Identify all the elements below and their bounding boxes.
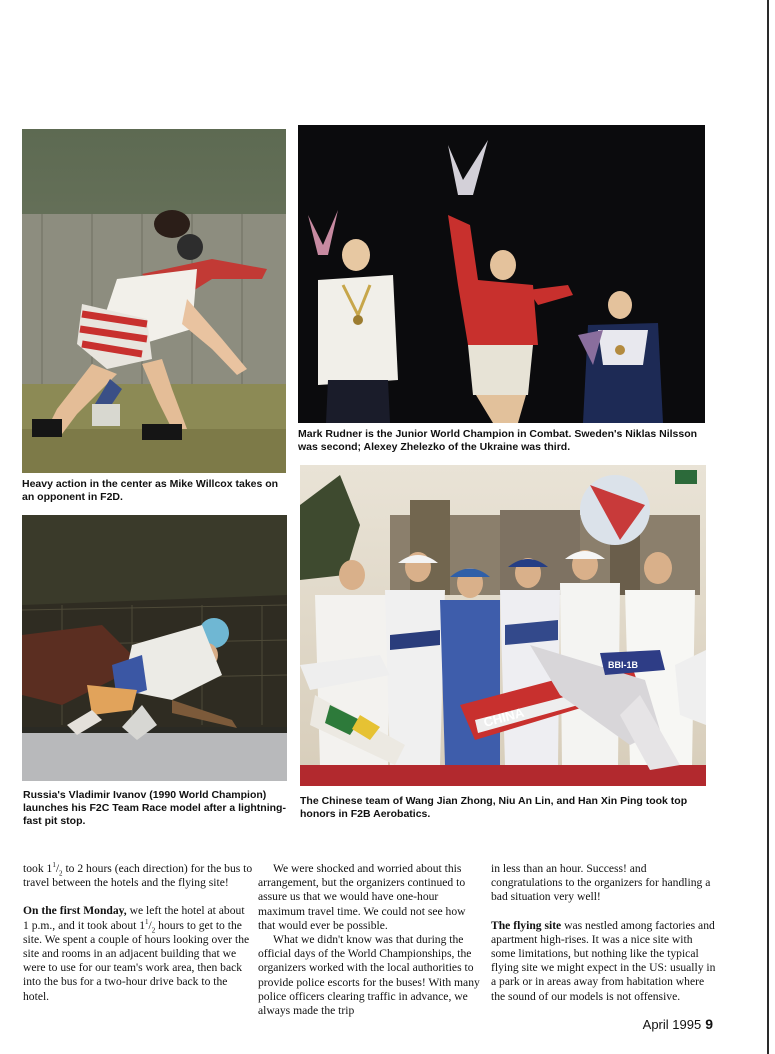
col1-paragraph-1: took $1^1/_2$ to 2 hours (each direction) for the bus to travel between the hotels and the flying site! bbox=[23, 861, 253, 890]
plane-code-text: BBI-1B bbox=[608, 660, 639, 670]
photo-junior-podium bbox=[298, 125, 705, 423]
photo-chinese-team bbox=[300, 465, 706, 786]
article-column-1 bbox=[23, 862, 253, 1004]
caption-junior-podium: Mark Rudner is the Junior World Champion in Combat. Sweden's Niklas Nilsson was second; Alexey Zhelezko of the Ukraine was third. bbox=[298, 428, 698, 453]
photo-combat-f2d bbox=[22, 129, 286, 473]
issue-date: April 1995 bbox=[642, 1017, 702, 1032]
plane-china-text: CHINA bbox=[481, 704, 526, 730]
caption-combat-f2d: Heavy action in the center as Mike Willcox takes on an opponent in F2D. bbox=[22, 478, 279, 503]
col2-paragraph-1: We were shocked and worried about this arrangement, but the organizers continued to assure us that we would have one-hour maximum travel time. We could not see how that would ever be possible. bbox=[258, 862, 466, 932]
col2-paragraph-2: What we didn't know was that during the official days of the World Championships, the organizers worked with the local authorities to provide police escorts for the buses! With many police officers clearing traffic in advance, we always made the trip bbox=[258, 933, 480, 1018]
article-column-2 bbox=[258, 862, 484, 1018]
col3-paragraph-2: The flying site was nestled among factories and apartment high-rises. It was a nice site with some limitations, but nothing like the typical flying site we might expect in the US: usually in a park or in areas away from habitation where the sound of our models is not offensive. bbox=[491, 918, 716, 1003]
page-footer bbox=[643, 1016, 713, 1032]
lead-first-monday: On the first Monday, bbox=[23, 904, 127, 918]
photo-team-race bbox=[22, 515, 287, 781]
col1-paragraph-2: On the first Monday, we left the hotel at about 1 p.m., and it took about $1^1/_2$ hours to get to the site. We spent a couple of hours looking over the site and rooms in an adjacent building that we were to use for our team's work area, then back into the bus for a two-hour drive back to the hotel. bbox=[23, 904, 250, 1003]
caption-team-race: Russia's Vladimir Ivanov (1990 World Champion) launches his F2C Team Race model after a lightning-fast pit stop. bbox=[23, 789, 286, 827]
col3-paragraph-1: in less than an hour. Success! and congratulations to the organizers for handling a bad situation very well! bbox=[491, 862, 711, 904]
lead-flying-site: The flying site bbox=[491, 918, 562, 932]
page-number: 9 bbox=[705, 1016, 713, 1032]
page-edge-line bbox=[767, 0, 769, 1054]
caption-chinese-team: The Chinese team of Wang Jian Zhong, Niu An Lin, and Han Xin Ping took top honors in F2B Aerobatics. bbox=[300, 795, 688, 820]
article-column-3 bbox=[491, 862, 717, 1004]
